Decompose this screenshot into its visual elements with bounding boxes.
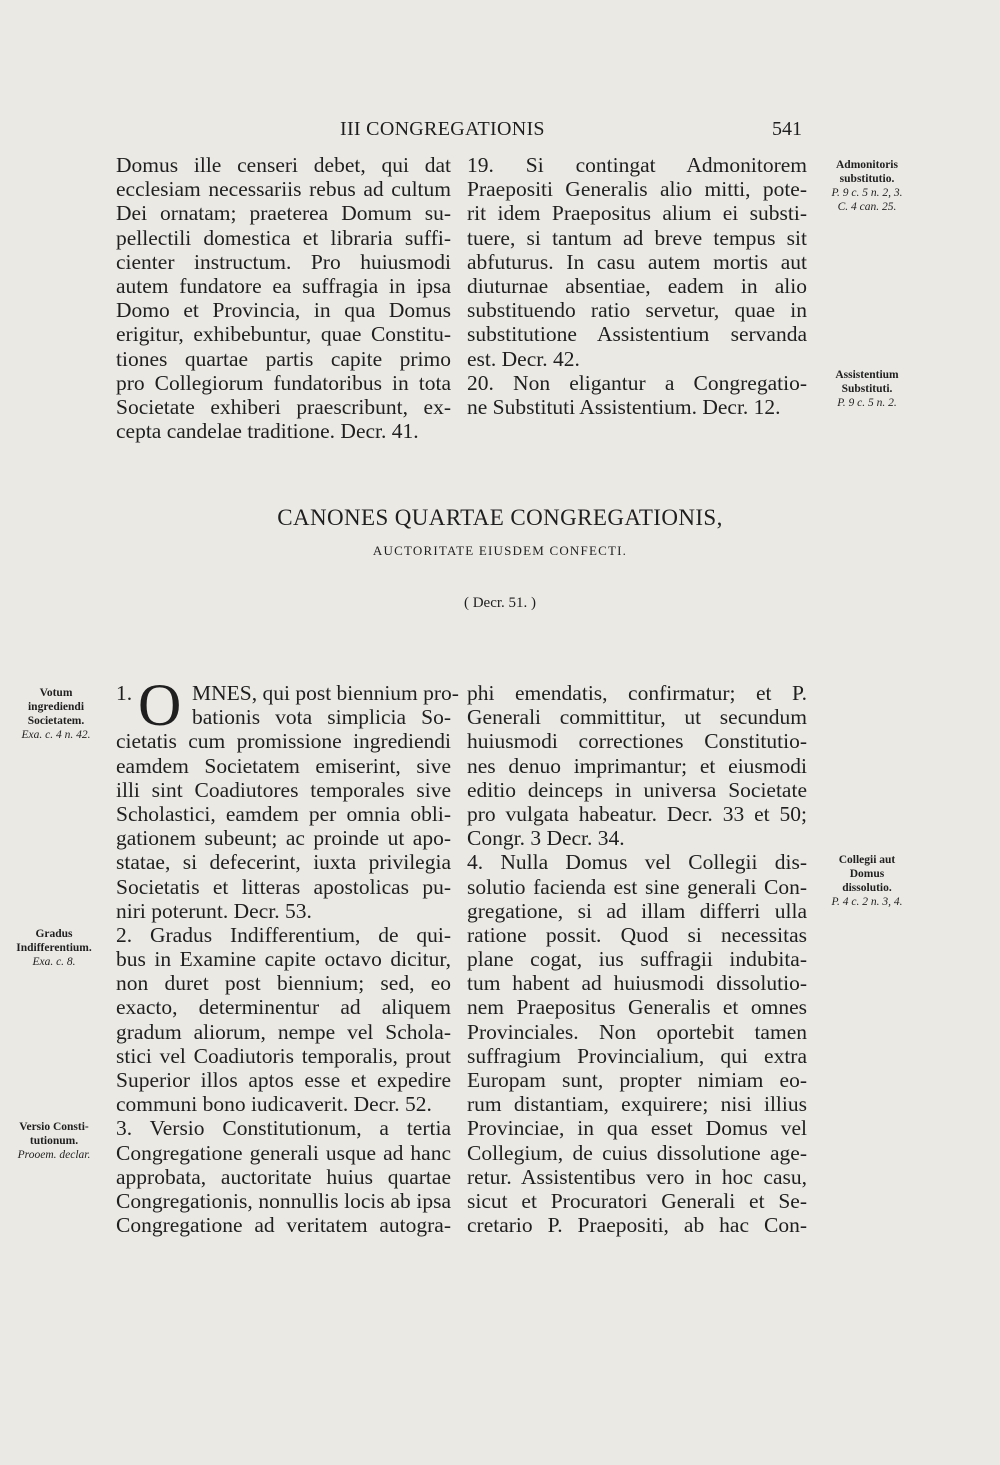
text-line: tuere, si tantum ad breve tempus sit [467,225,807,250]
margin-note-gradus [4,927,104,969]
margin-note-ref: C. 4 can. 25. [837,201,897,213]
text-line: nem Praepositus Generalis et omnes [467,995,807,1020]
text-line: statae, si defecerint, iuxta privilegia [116,850,451,875]
text-line: gationem subeunt; ac proinde ut apo- [116,826,451,851]
text-line: Societate exhiberi praescribunt, ex- [116,394,451,419]
margin-note-votum [6,686,106,742]
text-line: bationis vota simplicia So- [192,705,451,730]
text-line: nes denuo imprimantur; et eiusmodi [467,753,807,778]
text-line: gregatione, si ad illam differri ulla [467,898,807,923]
text-line: Dei ornatam; praeterea Domum su- [116,201,451,226]
text-line: gradum aliorum, nempe vel Schola- [116,1019,451,1044]
margin-note-title: substitutio. [839,173,895,185]
text-line: pro Collegiorum fundatoribus in tota [116,370,451,395]
text-line: est. Decr. 42. [467,346,580,371]
margin-note-title: Indifferentium. [16,942,92,954]
margin-note-ref: P. 4 c. 2 n. 3, 4. [831,896,903,908]
text-line: communi bono iudicaverit. Decr. 52. [116,1092,432,1117]
text-line: editio deinceps in universa Societate [467,777,807,802]
paragraph-number: 1. [116,681,133,705]
margin-note-title: Collegii aut [838,854,896,866]
text-line: MNES, qui post biennium pro- [192,681,459,705]
text-line: Provinciales. Non oportebit tamen [467,1019,807,1044]
text-line: phi emendatis, confirmatur; et P. [467,681,807,705]
text-line: Congregationis, nonnullis locis ab ipsa [116,1188,451,1213]
margin-note-assistentium [812,368,922,410]
left-column-bottom [116,672,459,1238]
text-line: Europam sunt, propter nimiam eo- [467,1068,807,1092]
right-column-top [467,153,807,419]
margin-note-title: ingrediendi [27,701,85,713]
text-line: cretario P. Praepositi, ab hac Con- [467,1213,807,1238]
text-line: suffragium Provincialium, qui extra [467,1043,807,1068]
text-line: substitutione Assistentium servanda [467,322,807,347]
margin-note-title: Substituti. [841,383,893,395]
text-line: illi sint Coadiutores temporales sive [116,777,451,802]
margin-note-title: Votum [39,687,73,699]
text-line: approbata, auctoritate huius quartae [116,1164,451,1189]
margin-note-title: dissolutio. [842,882,892,894]
margin-note-title: Domus [849,868,885,880]
text-line: cienter instructum. Pro huiusmodi [116,249,451,274]
page-header [0,118,1000,148]
text-line: ecclesiam necessariis rebus ad cultum [116,177,451,202]
text-line: autem fundatore ea suffragia in ipsa [116,273,451,298]
text-line: huiusmodi correctiones Constitutio- [467,729,807,754]
text-line: abfuturus. In casu autem mortis aut [467,249,807,274]
margin-note-title: Versio Consti- [19,1121,89,1133]
text-line: Congregatione ad veritatem autogra- [116,1213,451,1238]
margin-note-ref: Exa. c. 8. [32,956,76,968]
text-line: Collegium, de cuius dissolutione age- [467,1140,807,1165]
text-line: niri poterunt. Decr. 53. [116,898,312,923]
text-line: eamdem Societatem emiserint, sive [116,753,451,778]
margin-note-ref: P. 9 c. 5 n. 2. [837,397,897,409]
text-line: rit idem Praepositus alium ei substi- [467,201,807,226]
text-line: tiones quartae partis capite primo [116,346,451,371]
margin-note-title: Gradus [35,928,73,940]
text-line: diuturnae absentiae, eadem in alio [467,273,807,298]
text-line: Congregatione generali usque ad hanc [116,1140,451,1165]
text-line: non duret post biennium; sed, eo [116,971,451,996]
margin-note-collegii [812,853,922,909]
text-line: Congr. 3 Decr. 34. [467,826,625,851]
margin-note-versio [4,1120,104,1162]
text-line: rum distantiam, exquirere; nisi illius [467,1092,807,1117]
text-line: Praepositi Generalis alio mitti, pote- [467,177,807,202]
text-line: 19. Si contingat Admonitorem [467,153,807,177]
text-line: 2. Gradus Indifferentium, de qui- [116,922,451,947]
left-column-top [116,153,451,443]
drop-cap: O [138,672,182,738]
text-line: exacto, determinentur ad aliquem [116,995,451,1020]
text-line: sicut et Procuratori Generali et Se- [467,1188,807,1213]
margin-note-ref: Exa. c. 4 n. 42. [21,729,91,741]
text-line: 20. Non eligantur a Congregatio- [467,370,807,395]
text-line: plane cogat, ius suffragii indubita- [467,947,807,972]
text-line: Domo et Provincia, in qua Domus [116,298,451,323]
text-line: erigitur, exhibebuntur, quae Constitu- [116,322,451,347]
running-title: III CONGREGATIONIS [340,118,545,140]
right-column-bottom [467,681,807,1237]
margin-note-admonitoris [812,158,922,214]
text-line: Societatis et litteras apostolicas pu- [116,874,451,899]
text-line: retur. Assistentibus vero in hoc casu, [467,1164,807,1189]
text-line: 3. Versio Constitutionum, a tertia [116,1116,451,1141]
page-number: 541 [772,118,802,140]
text-line: substituendo ratio servetur, quae in [467,298,807,323]
bleed-through-texture [10,300,100,480]
margin-note-ref: Prooem. declar. [17,1149,91,1161]
text-line: Provinciae, in qua esset Domus vel [467,1116,807,1141]
section-title: CANONES QUARTAE CONGREGATIONIS, [277,505,723,530]
text-line: ne Substituti Assistentium. Decr. 12. [467,394,781,419]
margin-note-title: Assistentium [835,369,899,381]
text-line: bus in Examine capite octavo dicitur, [116,947,451,972]
dropcap-paragraph-start [116,672,459,738]
text-line: pro vulgata habeatur. Decr. 33 et 50; [467,801,807,826]
text-line: ratione possit. Quod si necessitas [467,922,807,947]
margin-note-title: Admonitoris [836,159,898,171]
text-line: pellectili domestica et libraria suffi- [116,225,451,250]
text-line: stici vel Coadiutoris temporalis, prout [116,1043,451,1068]
text-line: Superior illos aptos esse et expedire [116,1068,451,1093]
text-line: Generali committitur, ut secundum [467,705,807,730]
text-line: Scholastici, eamdem per omnia obli- [116,801,451,826]
margin-note-ref: P. 9 c. 5 n. 2, 3. [831,187,903,199]
text-line: 4. Nulla Domus vel Collegii dis- [467,850,807,875]
text-line: cepta candelae traditione. Decr. 41. [116,419,419,444]
text-line: Domus ille censeri debet, qui dat [116,153,451,177]
section-reference: ( Decr. 51. ) [463,595,537,611]
margin-note-title: Societatem. [27,715,85,727]
text-line: solutio facienda est sine generali Con- [467,874,807,899]
section-subtitle: AUCTORITATE EIUSDEM CONFECTI. [372,543,628,558]
margin-note-title: tutionum. [29,1135,79,1147]
text-line: tum habent ad huiusmodi dissolutio- [467,971,807,996]
text-line: cietatis cum promissione ingrediendi [116,729,451,754]
